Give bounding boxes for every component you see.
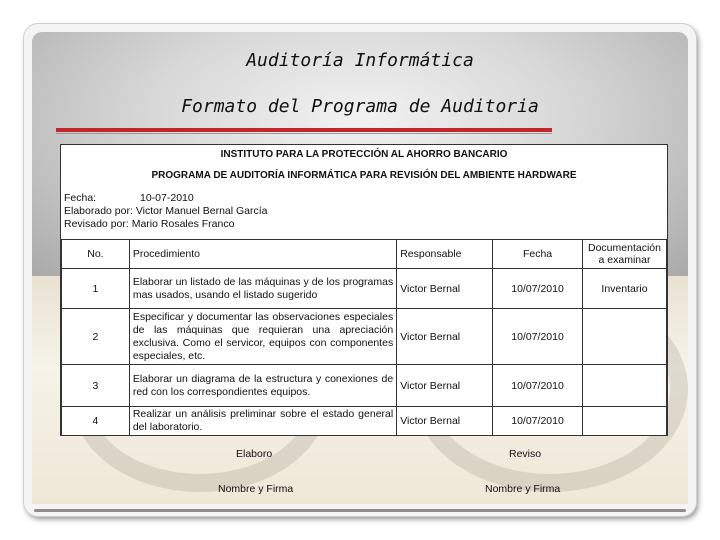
program-name: PROGRAMA DE AUDITORÍA INFORMÁTICA PARA REVISIÓN DEL AMBIENTE HARDWARE bbox=[151, 170, 577, 181]
footer-divider bbox=[34, 509, 686, 512]
elaborado-label: Elaborado por: bbox=[64, 205, 133, 217]
fecha-value: 10-07-2010 bbox=[140, 192, 194, 204]
slide-frame bbox=[24, 24, 696, 516]
row-fecha: 10/07/2010 bbox=[493, 407, 583, 436]
table-row bbox=[62, 309, 667, 365]
col-header-fecha: Fecha bbox=[493, 240, 583, 269]
title-underline bbox=[56, 128, 552, 132]
revisado-value: Mario Rosales Franco bbox=[131, 218, 235, 230]
row-procedimiento: Elaborar un diagrama de la estructura y conexiones de red con los correspondientes equipos. bbox=[129, 365, 396, 407]
signature-name-left: Nombre y Firma bbox=[218, 483, 294, 495]
row-no: 3 bbox=[62, 365, 130, 407]
row-responsable: Victor Bernal bbox=[397, 407, 493, 436]
signature-elaboro: Elaboro bbox=[236, 448, 273, 460]
revisado-label: Revisado por: bbox=[64, 218, 129, 230]
row-responsable: Victor Bernal bbox=[397, 365, 493, 407]
row-fecha: 10/07/2010 bbox=[493, 269, 583, 309]
col-header-no: No. bbox=[62, 240, 130, 269]
table-row bbox=[62, 407, 667, 436]
title-underline-shadow bbox=[56, 133, 552, 134]
row-no: 4 bbox=[62, 407, 130, 436]
row-fecha: 10/07/2010 bbox=[493, 309, 583, 365]
slide-subtitle: Formato del Programa de Auditoria bbox=[181, 96, 539, 117]
row-documentacion bbox=[582, 309, 666, 365]
institution-name: INSTITUTO PARA LA PROTECCIÓN AL AHORRO BANCARIO bbox=[220, 149, 508, 160]
row-procedimiento: Elaborar un listado de las máquinas y de los programas mas usados, usando el listado sugerido bbox=[129, 269, 396, 309]
row-procedimiento: Especificar y documentar las observaciones especiales de las máquinas que requieran una apreciación exclusiva. Como el servicor, equipos con componentes especiales, etc. bbox=[129, 309, 396, 365]
signature-name-right: Nombre y Firma bbox=[485, 483, 561, 495]
col-header-procedimiento: Procedimiento bbox=[129, 240, 396, 269]
row-no: 2 bbox=[62, 309, 130, 365]
row-documentacion bbox=[582, 407, 666, 436]
row-documentacion: Inventario bbox=[582, 269, 666, 309]
slide-title: Auditoría Informática bbox=[246, 50, 474, 71]
row-fecha: 10/07/2010 bbox=[493, 365, 583, 407]
row-responsable: Victor Bernal bbox=[397, 269, 493, 309]
meta-fecha bbox=[64, 192, 194, 204]
table-row bbox=[62, 365, 667, 407]
fecha-label: Fecha: bbox=[64, 192, 97, 204]
elaborado-value: Victor Manuel Bernal García bbox=[135, 205, 268, 217]
row-no: 1 bbox=[62, 269, 130, 309]
row-responsable: Victor Bernal bbox=[397, 309, 493, 365]
table-header-row bbox=[62, 240, 667, 269]
col-header-documentacion: Documentación a examinar bbox=[582, 240, 666, 269]
row-procedimiento: Realizar un análisis preliminar sobre el estado general del laboratorio. bbox=[129, 407, 396, 436]
audit-program-document bbox=[60, 144, 668, 436]
col-header-responsable: Responsable bbox=[397, 240, 493, 269]
meta-elaborado bbox=[64, 205, 268, 217]
signature-reviso: Reviso bbox=[509, 448, 542, 460]
meta-revisado bbox=[64, 218, 234, 230]
procedures-table bbox=[61, 239, 667, 436]
table-row bbox=[62, 269, 667, 309]
row-documentacion bbox=[582, 365, 666, 407]
